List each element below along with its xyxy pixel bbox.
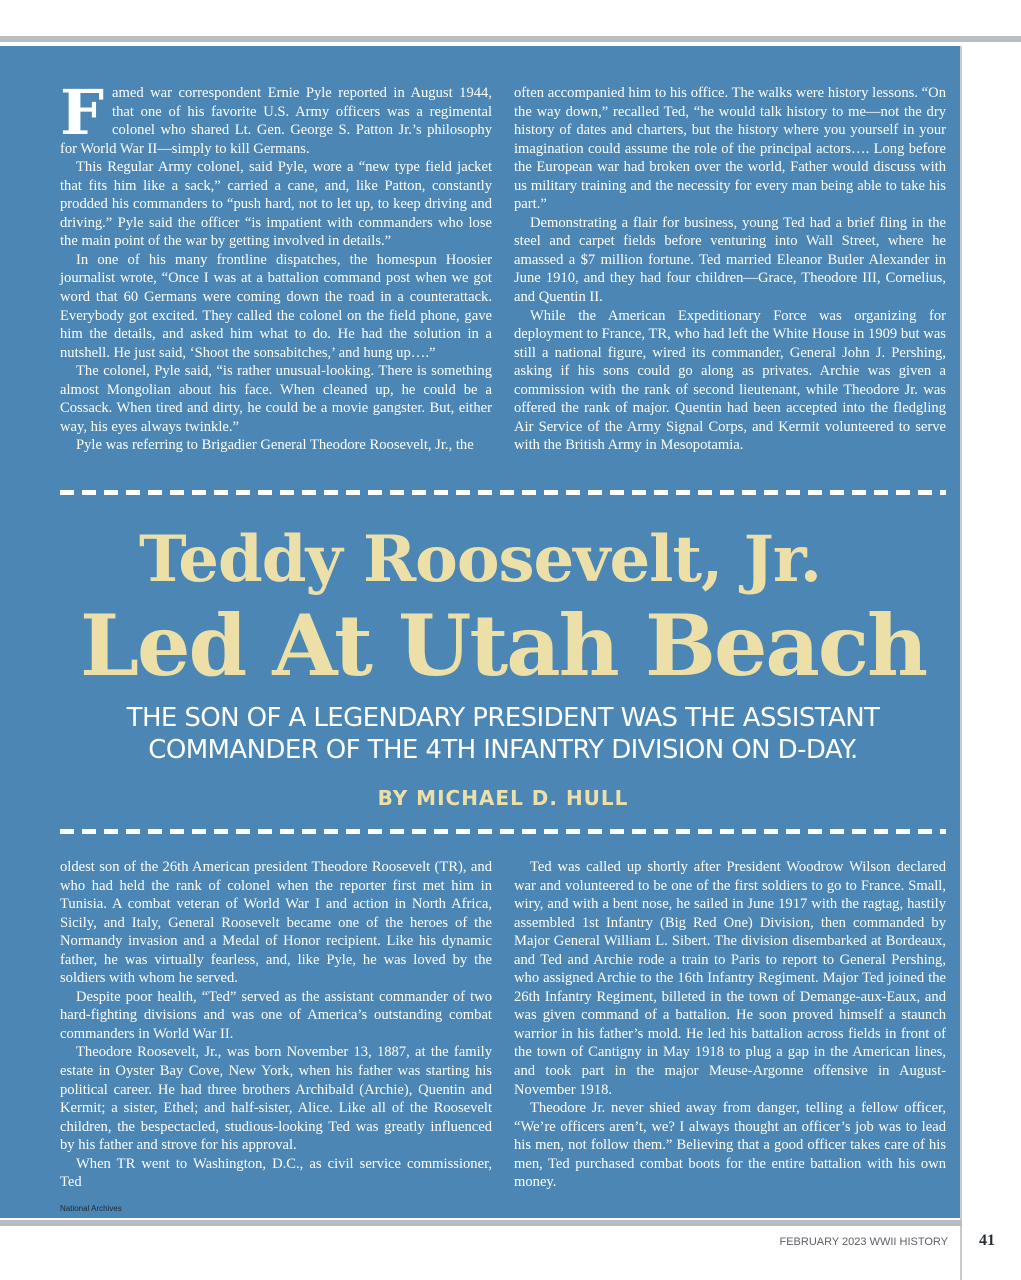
- column-bottom-right: [514, 858, 946, 1192]
- deck-line1: THE SON OF A LEGENDARY PRESIDENT WAS THE ASSISTANT: [126, 703, 880, 733]
- paragraph: Demonstrating a flair for business, young Ted had a brief fling in the steel and carpet fields before venturing into Wall Street, where he amassed a $7 million fortune. Ted married Eleanor Butler Alexander in June 1910, and they had four children—Grace, Theodore III, Cornelius, and Quentin II.: [514, 214, 946, 306]
- paragraph: Despite poor health, “Ted” served as the assistant commander of two hard-fighting divisions and was one of America’s outstanding combat commanders in World War II.: [60, 988, 492, 1042]
- photo-credit: National Archives: [60, 1204, 122, 1213]
- byline: BY MICHAEL D. HULL: [377, 786, 629, 810]
- deck: [0, 702, 1006, 766]
- paragraph: oldest son of the 26th American president Theodore Roosevelt (TR), and who had held the rank of colonel when the reporter first met him in Tunisia. A combat veteran of World War I and action in North Africa, Sicily, and Italy, General Roosevelt became one of the heroes of the Normandy invasion and a Medal of Honor recipient. Like his dynamic father, he was virtually fearless, and, like Pyle, he was loved by the soldiers with whom he served.: [60, 859, 492, 987]
- paragraph: [60, 76, 492, 158]
- paragraph: Theodore Jr. never shied away from danger, telling a fellow officer, “We’re officers aren’t, we? I always thought an officer’s job was to lead his men, not follow them.” Believing that a good officer takes care of his men, Ted purchased combat boots for the entire battalion with his own money.: [514, 1100, 946, 1191]
- paragraph: Pyle was referring to Brigadier General Theodore Roosevelt, Jr., the: [76, 437, 474, 454]
- paragraph: When TR went to Washington, D.C., as civil service commissioner, Ted: [60, 1155, 492, 1191]
- headline-line2: Led At Utah Beach: [79, 596, 927, 695]
- dashed-divider-bottom: [60, 829, 946, 834]
- paragraph: often accompanied him to his office. The walks were history lessons. “On the way down,” recalled Ted, “he would talk history to me—not the dry history of dates and charters, but the history where you yourself in your imagination could assume the role of the principal actors…. Long before the European war had broken over the world, Father would discuss with us military training and the necessity for every man being able to take his part.”: [514, 85, 946, 213]
- column-bottom-left: [60, 858, 492, 1192]
- paragraph: This Regular Army colonel, said Pyle, wore a “new type field jacket that fits him like a sack,” carried a cane, and, like Patton, constantly prodded his commanders to “push hard, not to let up, to keep driving and driving.” Pyle said the officer “is impatient with commanders who lose the main point of the war by getting involved in details.”: [60, 159, 492, 250]
- paragraph-text: amed war correspondent Ernie Pyle reported in August 1944, that one of his favorite U.S. Army officers was a regimental colonel who shared Lt. Gen. George S. Patton Jr.’s philosophy for World War II—simply to kill Germans.: [60, 85, 492, 157]
- dashed-divider-top: [60, 490, 946, 495]
- paragraph: The colonel, Pyle said, “is rather unusual-looking. There is something almost Mongolian about his face. When cleaned up, he could be a Cossack. When tired and dirty, he could be a movie gangster. But, either way, his eyes always twinkle.”: [60, 363, 492, 435]
- bottom-rule: [0, 1220, 962, 1226]
- column-top-right: [514, 84, 946, 455]
- headline-line1: Teddy Roosevelt, Jr.: [138, 522, 822, 597]
- paragraph: While the American Expeditionary Force was organizing for deployment to France, TR, who had left the White House in 1909 but was still a national figure, wired its commander, General John J. Pershing, asking if his sons could go along as privates. Archie was given a commission with the rank of second lieutenant, while Theodore Jr. was offered the rank of major. Quentin had been accepted into the fledgling Air Service of the Army Signal Corps, and Kermit volunteered to serve with the British Army in Mesopotamia.: [514, 307, 946, 454]
- page-number: 41: [979, 1232, 995, 1249]
- column-top-left: [60, 76, 492, 455]
- drop-cap: F: [60, 76, 105, 149]
- paragraph: Theodore Roosevelt, Jr., was born November 13, 1887, at the family estate in Oyster Bay Cove, New York, when his father was starting his political career. He had three brothers Archibald (Archie), Quentin and Kermit; a sister, Ethel; and half-sister, Alice. Like all of the Roosevelt children, the bespectacled, studious-looking Ted was greatly influenced by his father and strove for his approval.: [60, 1044, 492, 1154]
- top-rule: [0, 36, 1021, 42]
- paragraph: In one of his many frontline dispatches, the homespun Hoosier journalist wrote, “Once I was at a battalion command post when we got word that 60 Germans were coming down the road in a counterattack. Everybody got excited. They called the colonel on the field phone, gave him the details, and asked him what to do. He had the solution in a nutshell. He just said, ‘Shoot the sonsabitches,’ and hung up….”: [60, 251, 492, 361]
- folio: FEBRUARY 2023 WWII HISTORY: [779, 1236, 948, 1248]
- deck-line2: COMMANDER OF THE 4TH INFANTRY DIVISION ON D-DAY.: [148, 735, 858, 765]
- paragraph: Ted was called up shortly after President Woodrow Wilson declared war and volunteered to be one of the first soldiers to go to France. Small, wiry, and with a bent nose, he sailed in June 1917 with the ragtag, hastily assembled 1st Infantry (Big Red One) Division, then commanded by Major General William L. Sibert. The division disembarked at Bordeaux, and Ted and Archie rode a train to Paris to report to General Pershing, who assigned Archie to the 16th Infantry Regiment. Major Ted joined the 26th Infantry Regiment, billeted in the town of Demange-aux-Eaux, and was given command of a battalion. He soon proved himself a staunch warrior in his father’s mold. He led his battalion across fields in front of the town of Cantigny in May 1918 to plug a gap in the American lines, and took part in the major Meuse-Argonne offensive in August-November 1918.: [514, 859, 946, 1098]
